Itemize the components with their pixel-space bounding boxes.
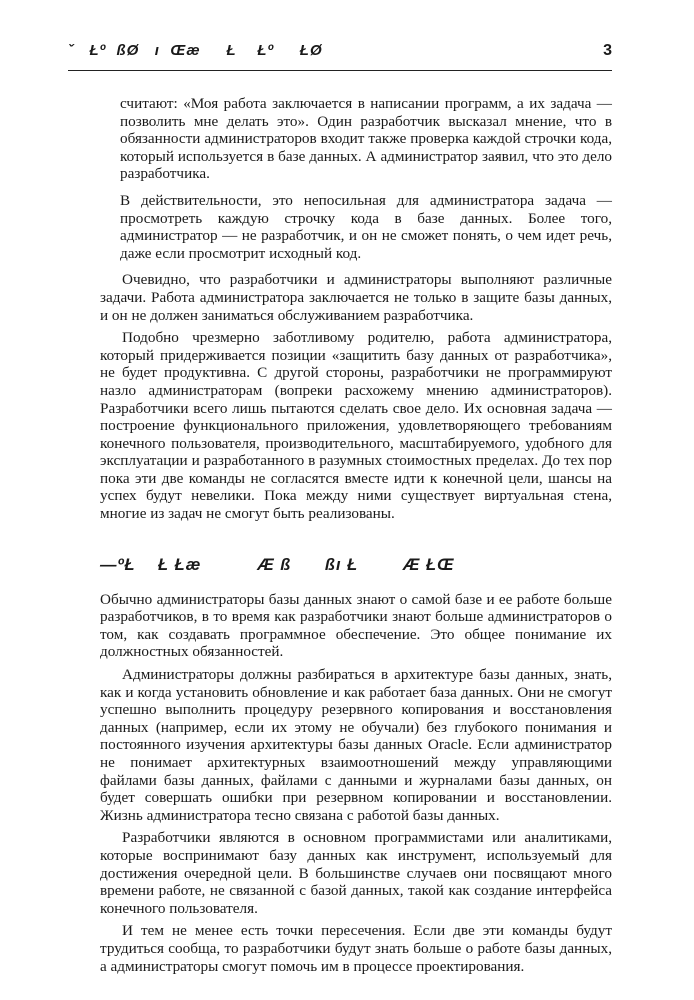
body-paragraph: Подобно чрезмерно заботливому родителю, работа администратора, который придерживается позиции «защитить базу данных от разработчика», не будет продуктивна. С другой стороны, разработчики не программируют назло администраторам (вопреки расхожему мнению администраторов). Разработчики всего лишь пытаются сделать свое дело. Их основная задача — построение функционального приложения, удовлетворяющего требованиям конечного пользователя, производительного, масштабируемого, удобного для эксплуатации и разработанного в разумных стоимостных пределах. До тех пор пока эти две команды не согласятся вместе идти к конечной цели, шансы на успех будут невелики. Пока между ними существует виртуальная стена, многие из задач не смогут быть реализованы. [100,329,612,523]
section-heading: —ºŁ Ł Łæ Æ ß ßı Ł Æ ŁŒ [100,555,455,574]
quote-paragraph: В действительности, это непосильная для администратора задача — просмотреть каждую строчку кода в базе данных. Более того, администратор — не разработчик, и он не сможет понять, о чем идет речь, даже если просмотрит исходный код. [120,191,612,262]
body-paragraph: Разработчики являются в основном программистами или аналитиками, которые воспринимают базу данных как инструмент, используемый для достижения очередной цели. В большинстве случаев они посвящают много времени работе, не связанной с базой данных, такой как создание интерфейса конечного пользователя. [100,829,612,917]
quote-paragraph: считают: «Моя работа заключается в написании программ, а их задача — позволить мне делать это». Один разработчик высказал мнение, что в обязанности администраторов входит также проверка каждой строчки кода, который используется в базе данных. А администратор заявил, что это дело разработчика. [120,95,612,183]
running-title: ˇ Łº ßØ ı Œæ Ł Łº ŁØ [68,42,323,59]
body-paragraph: Очевидно, что разработчики и администраторы выполняют различные задачи. Работа администратора заключается не только в защите базы данных, и он не должен заниматься обслуживанием разработчика. [100,271,612,324]
body-paragraph: Обычно администраторы базы данных знают о самой базе и ее работе больше разработчиков, в то время как разработчики знают больше администраторов о том, как создавать программное обеспечение. Это общее понимание их должностных обязанностей. [100,590,612,661]
body-paragraph: Администраторы должны разбираться в архитектуре базы данных, знать, как и когда установить обновление и как работает база данных. Они не смогут успешно выполнить процедуру резервного копирования и восстановления данных (например, если их этому не обучали) без глубокого понимания и постоянного изучения архитектуры базы данных Oracle. Если администратор не понимает архитектурных взаимоотношений между управляющими файлами базы данных, файлами с данными и журналами базы данных, он будет совершать ошибки при резервном копировании и восстановлении. Жизнь администратора тесно связана с работой базы данных. [100,666,612,824]
header-rule [68,70,612,71]
body-paragraph: И тем не менее есть точки пересечения. Если две эти команды будут трудиться сообща, то разработчики будут знать больше о работе базы данных, а администраторы смогут помочь им в процессе проектирования. [100,922,612,975]
page-body [100,95,612,975]
page-number: 3 [603,42,612,59]
page-header [68,36,612,66]
